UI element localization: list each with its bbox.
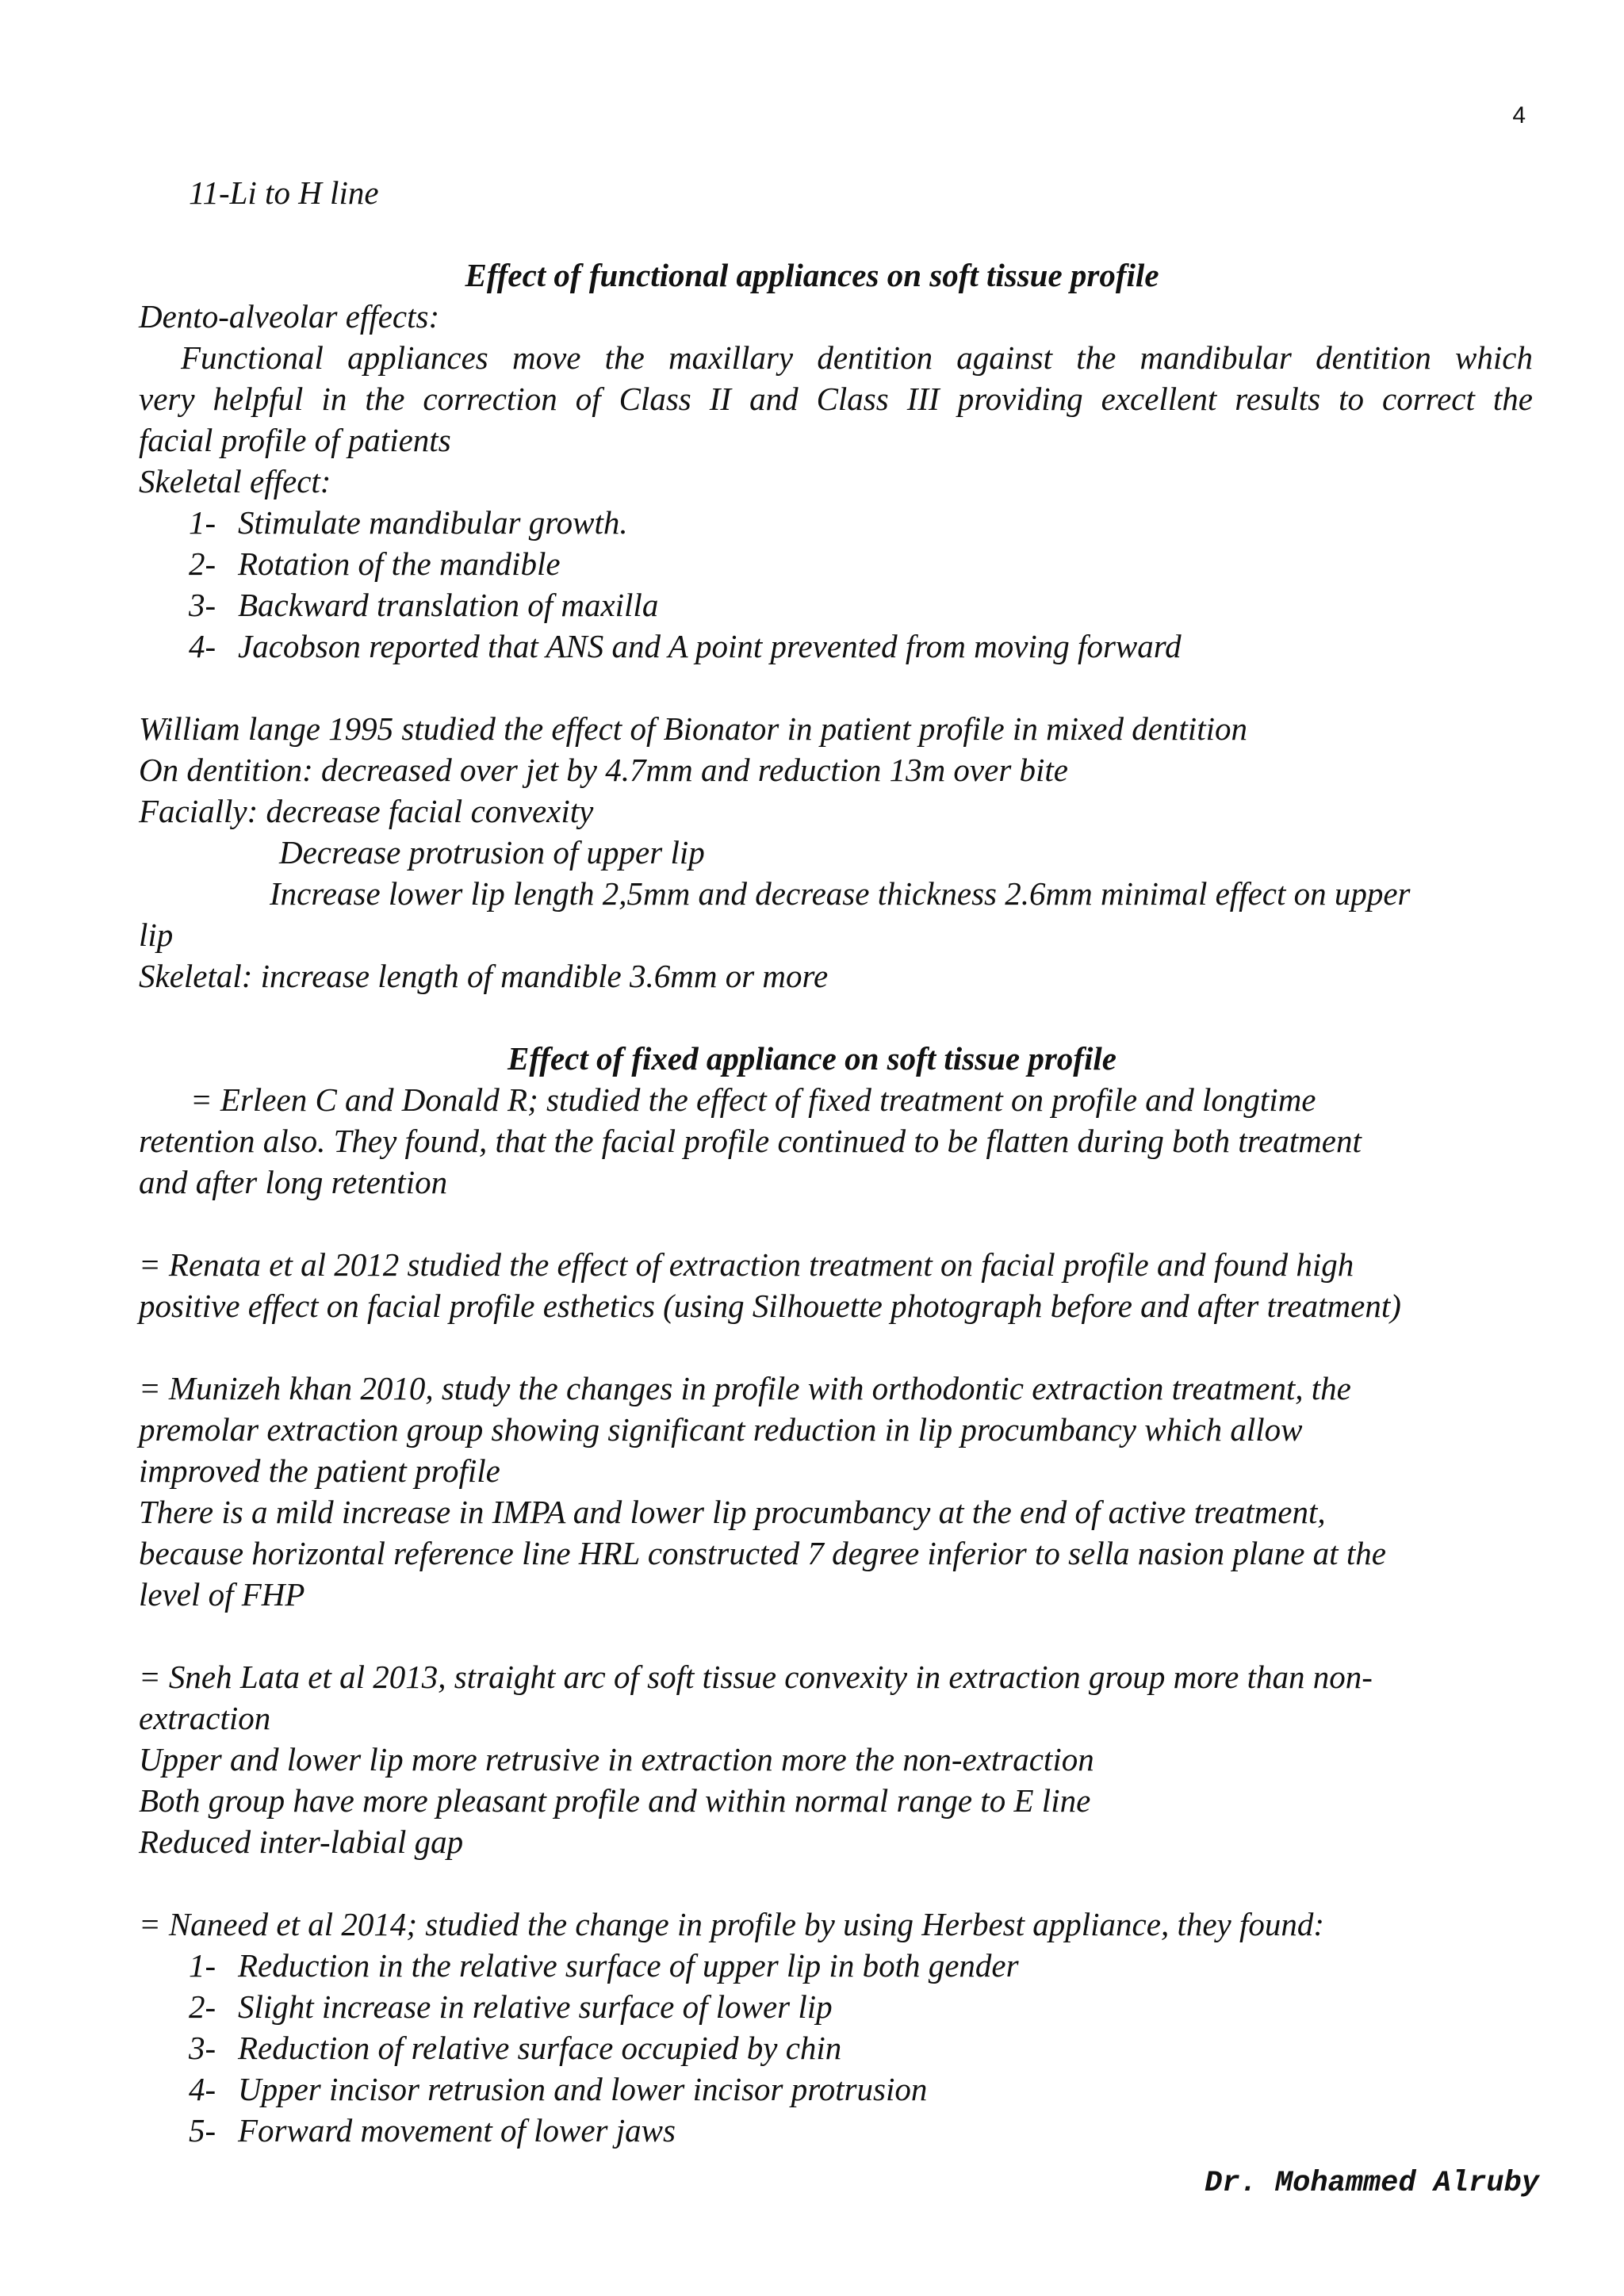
paragraph-line: Reduced inter-labial gap: [139, 1823, 464, 1860]
list-item: [189, 2028, 841, 2069]
paragraph-line: positive effect on facial profile esthetics (using Silhouette photograph before and after treatment): [139, 1288, 1401, 1324]
paragraph-line: improved the patient profile: [139, 1452, 500, 1489]
list-number: 5-: [189, 2112, 216, 2149]
list-text: Jacobson reported that ANS and A point prevented from moving forward: [238, 628, 1182, 664]
list-item: [189, 2069, 927, 2110]
paragraph-line: On dentition: decreased over jet by 4.7mm and reduction 13m over bite: [139, 752, 1069, 788]
paragraph-line: Upper and lower lip more retrusive in extraction more the non-extraction: [139, 1741, 1094, 1777]
list-text: Slight increase in relative surface of lower lip: [238, 1988, 833, 2025]
paragraph-line: = Erleen C and Donald R; studied the effect of fixed treatment on profile and longtime: [190, 1081, 1316, 1118]
list-number: 1-: [189, 1947, 216, 1984]
paragraph-line: Functional appliances move the maxillary dentition against the mandibular dentition which: [181, 339, 1533, 376]
paragraph-line: premolar extraction group showing significant reduction in lip procumbancy which allow: [139, 1411, 1303, 1448]
list-text: Forward movement of lower jaws: [238, 2112, 676, 2149]
list-text: Backward translation of maxilla: [238, 587, 659, 623]
paragraph-line: extraction: [139, 1700, 271, 1736]
list-text: Reduction of relative surface occupied by chin: [238, 2030, 842, 2066]
list-text: Rotation of the mandible: [238, 545, 561, 582]
paragraph-line: Facially: decrease facial convexity: [139, 793, 594, 829]
list-item: [189, 1987, 833, 2028]
dento-alveolar-label: Dento-alveolar effects:: [139, 298, 440, 335]
section-heading-functional: Effect of functional appliances on soft tissue profile: [465, 257, 1159, 293]
paragraph-line: and after long retention: [139, 1164, 448, 1200]
list-item: [189, 1946, 1019, 1987]
list-text: Stimulate mandibular growth.: [238, 504, 628, 541]
list-number: 2-: [189, 1988, 216, 2025]
list-number: 4-: [189, 628, 216, 664]
list-number: 3-: [189, 2030, 216, 2066]
paragraph-line: Both group have more pleasant profile and within normal range to E line: [139, 1782, 1091, 1819]
list-text: Upper incisor retrusion and lower incisor protrusion: [238, 2071, 928, 2107]
list-number: 2-: [189, 545, 216, 582]
paragraph-line: level of FHP: [139, 1576, 305, 1613]
paragraph-line: William lange 1995 studied the effect of Bionator in patient profile in mixed dentition: [139, 710, 1247, 747]
list-text: Reduction in the relative surface of upper lip in both gender: [238, 1947, 1019, 1984]
paragraph-line: very helpful in the correction of Class II and Class III providing excellent results to correct the: [139, 381, 1533, 417]
skeletal-effect-label: Skeletal effect:: [139, 463, 331, 499]
list-item: [189, 544, 561, 585]
author-signature: Dr. Mohammed Alruby: [1205, 2167, 1539, 2200]
paragraph-line: Skeletal: increase length of mandible 3.6mm or more: [139, 958, 829, 994]
paragraph-line: lip: [139, 916, 174, 953]
list-number: 3-: [189, 587, 216, 623]
list-item-li-to-h-line: 11-Li to H line: [189, 174, 379, 211]
list-number: 1-: [189, 504, 216, 541]
paragraph-line: Decrease protrusion of upper lip: [279, 834, 705, 871]
paragraph-line: = Renata et al 2012 studied the effect of extraction treatment on facial profile and found high: [139, 1246, 1354, 1283]
paragraph-line: There is a mild increase in IMPA and lower lip procumbancy at the end of active treatment,: [139, 1494, 1326, 1530]
section-heading-fixed: Effect of fixed appliance on soft tissue profile: [508, 1040, 1116, 1077]
paragraph-line: = Munizeh khan 2010, study the changes in profile with orthodontic extraction treatment, the: [139, 1370, 1351, 1406]
paragraph-line: retention also. They found, that the facial profile continued to be flatten during both treatment: [139, 1123, 1362, 1159]
list-item: [189, 2110, 676, 2152]
list-item: [189, 585, 658, 626]
list-item: [189, 503, 628, 544]
page-number: 4: [1512, 102, 1526, 128]
paragraph-line: = Naneed et al 2014; studied the change in profile by using Herbest appliance, they found:: [139, 1906, 1325, 1942]
paragraph-line: facial profile of patients: [139, 422, 451, 458]
paragraph-line: = Sneh Lata et al 2013, straight arc of soft tissue convexity in extraction group more than non-: [139, 1659, 1373, 1695]
paragraph-line: Increase lower lip length 2,5mm and decrease thickness 2.6mm minimal effect on upper: [270, 875, 1411, 912]
list-item: [189, 626, 1182, 668]
paragraph-line: because horizontal reference line HRL constructed 7 degree inferior to sella nasion plane at the: [139, 1535, 1386, 1571]
list-number: 4-: [189, 2071, 216, 2107]
